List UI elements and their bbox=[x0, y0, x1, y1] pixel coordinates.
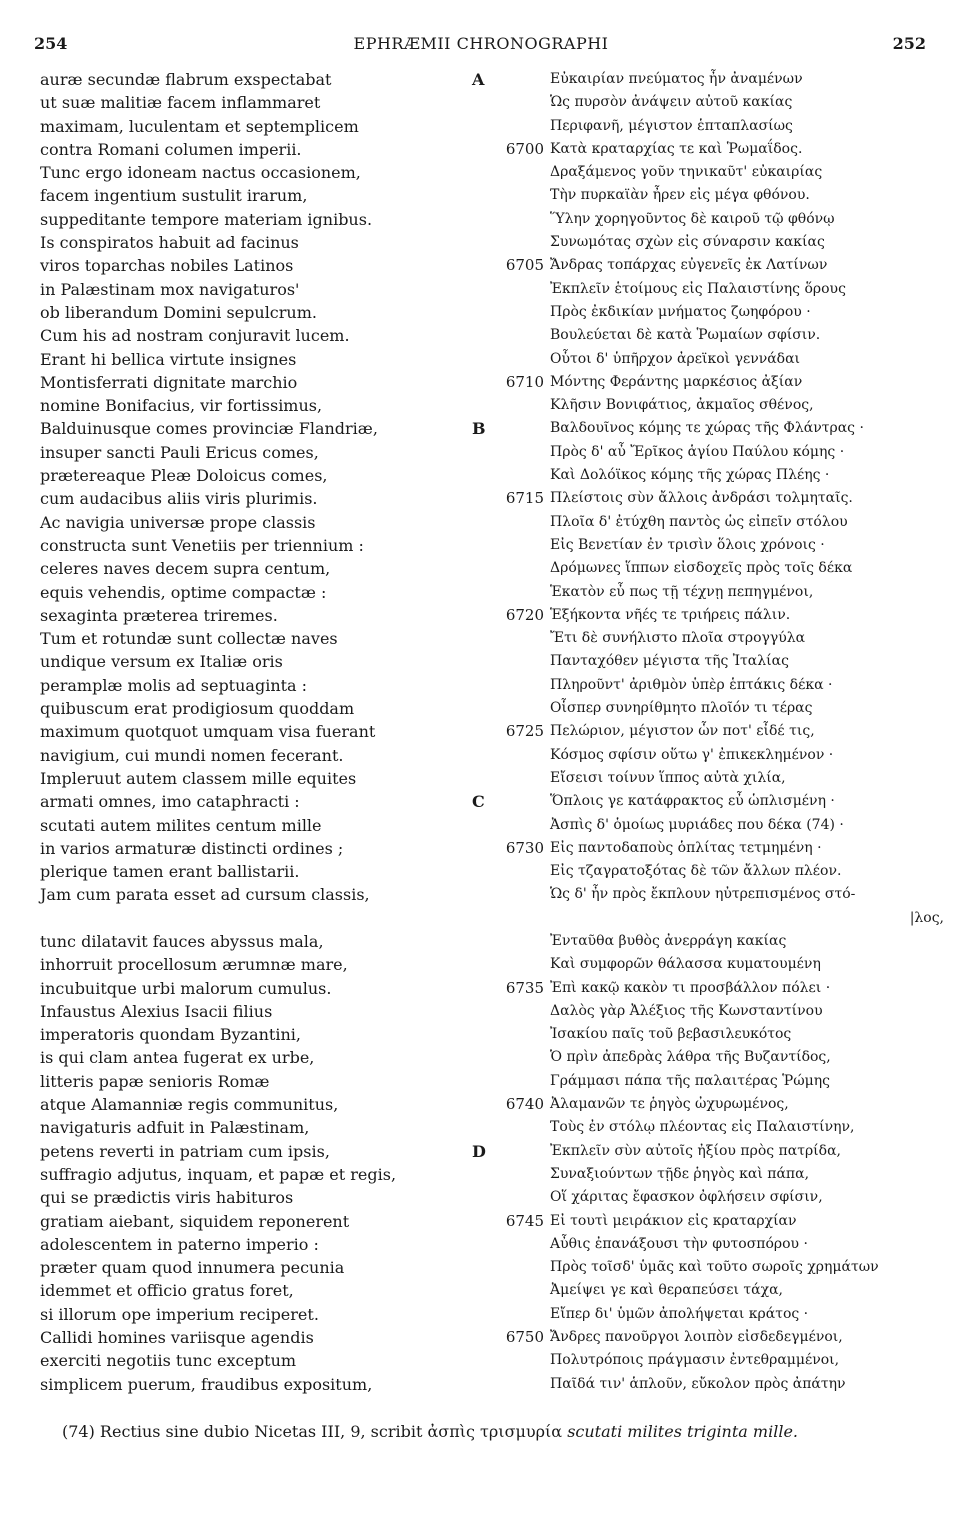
greek-line: Καὶ Δολόϊκος κόμης τῆς χώρας Πλέης · bbox=[550, 467, 830, 484]
latin-line: facem ingentium sustulit irarum, bbox=[40, 186, 308, 206]
line-number: 6715 bbox=[505, 489, 544, 508]
line-number bbox=[492, 814, 544, 837]
latin-line: armati omnes, imo cataphracti : bbox=[40, 792, 300, 812]
greek-line: Πλείστοις σὺν ἄλλοις ἀνδράσι τολμηταῖς. bbox=[550, 490, 853, 507]
line-number bbox=[492, 557, 544, 580]
latin-line: equis vehendis, optime compactæ : bbox=[40, 582, 327, 602]
greek-line: Εἰ τουτὶ μειράκιον εἰς κραταρχίαν bbox=[550, 1212, 797, 1229]
latin-line: Montisferrati dignitate marchio bbox=[40, 372, 298, 392]
line-number bbox=[492, 790, 544, 813]
greek-line: Ἐκπλεῖν ἑτοίμους εἰς Παλαιστίνης ὅρους bbox=[550, 280, 846, 297]
line-number bbox=[492, 697, 544, 720]
running-title: EPHRÆMII CHRONOGRAPHI bbox=[353, 34, 609, 53]
line-number: 6725 bbox=[505, 722, 544, 741]
latin-line: petens reverti in patriam cum ipsis, bbox=[40, 1141, 330, 1161]
latin-line: Tunc ergo idoneam nactus occasionem, bbox=[40, 163, 361, 183]
line-number bbox=[492, 348, 544, 371]
latin-line: suppeditante tempore materiam ignibus. bbox=[40, 209, 373, 229]
greek-line: Ὕλην χορηγοῦντος δὲ καιροῦ τῷ φθόνῳ bbox=[550, 210, 835, 227]
latin-line: tunc dilatavit fauces abyssus mala, bbox=[40, 931, 324, 951]
latin-line: nomine Bonifacius, vir fortissimus, bbox=[40, 396, 323, 416]
greek-line: |λος, bbox=[909, 909, 944, 926]
greek-line: Ἀλαμανῶν τε ῥηγὸς ὠχυρωμένος, bbox=[550, 1096, 789, 1113]
line-number: 6700 bbox=[505, 139, 544, 158]
line-number bbox=[492, 907, 544, 930]
line-number bbox=[492, 767, 544, 790]
line-number bbox=[492, 1256, 544, 1279]
greek-line: Πελώριον, μέγιστον ὧν ποτ' εἶδέ τις, bbox=[550, 723, 815, 740]
greek-line: Δραξάμενος γοῦν τηνικαῦτ' εὐκαιρίας bbox=[550, 164, 823, 181]
greek-column bbox=[550, 68, 950, 1396]
greek-line: Ἀμείψει γε καὶ θεραπεύσει τάχα, bbox=[550, 1282, 784, 1299]
greek-line: Τὴν πυρκαϊὰν ἦρεν εἰς μέγα φθόνου. bbox=[550, 187, 810, 204]
greek-line: Περιφανῆ, μέγιστον ἑπταπλασίως bbox=[550, 117, 793, 134]
latin-line: constructa sunt Venetiis per triennium : bbox=[40, 535, 364, 555]
line-number bbox=[492, 208, 544, 231]
section-marker-d: D bbox=[472, 1141, 486, 1161]
line-number: 6730 bbox=[505, 838, 544, 857]
latin-line: Jam cum parata esset ad cursum classis, bbox=[40, 885, 370, 905]
greek-line: Ὁ πρὶν ἀπεδρὰς λάθρα τῆς Βυζαντίδος, bbox=[550, 1049, 831, 1066]
greek-line: Κλῆσιν Βονιφάτιος, ἀκμαῖος σθένος, bbox=[550, 397, 814, 414]
greek-line: Εἰς παντοδαποὺς ὁπλίτας τετμημένη · bbox=[550, 839, 822, 856]
line-number bbox=[492, 744, 544, 767]
line-number: 6705 bbox=[505, 256, 544, 275]
section-marker-b: B bbox=[472, 419, 486, 439]
line-number bbox=[492, 581, 544, 604]
greek-line: Βαλδουῖνος κόμης τε χώρας τῆς Φλάντρας · bbox=[550, 420, 864, 437]
footnote-text: (74) Rectius sine dubio Nicetas III, 9, scribit ἀσπὶς τρισμυρία bbox=[62, 1422, 563, 1441]
greek-line: Αὖθις ἐπανάξουσι τὴν φυτοσπόρου · bbox=[550, 1235, 808, 1252]
line-number bbox=[492, 1163, 544, 1186]
latin-line: Tum et rotundæ sunt collectæ naves bbox=[40, 629, 338, 649]
latin-line: celeres naves decem supra centum, bbox=[40, 559, 331, 579]
latin-line: undique versum ex Italiæ oris bbox=[40, 652, 283, 672]
latin-line: litteris papæ senioris Romæ bbox=[40, 1071, 270, 1091]
greek-line: Ἄνδρες πανοῦργοι λοιπὸν εἰσδεδεγμένοι, bbox=[550, 1329, 843, 1346]
latin-line: cum audacibus aliis viris plurimis. bbox=[40, 489, 318, 509]
line-number bbox=[492, 674, 544, 697]
line-number bbox=[492, 627, 544, 650]
latin-line: auræ secundæ flabrum exspectabat bbox=[40, 70, 332, 89]
latin-line: suffragio adjutus, inquam, et papæ et regis, bbox=[40, 1164, 397, 1184]
latin-line: qui se prædictis viris habituros bbox=[40, 1188, 294, 1208]
latin-line: contra Romani columen imperii. bbox=[40, 139, 302, 159]
line-number bbox=[492, 1303, 544, 1326]
greek-line: Εἴσεισι τοίνυν ἵππος αὐτὰ χιλία, bbox=[550, 769, 786, 786]
latin-line: navigaturis adfuit in Palæstinam, bbox=[40, 1118, 310, 1138]
page-header bbox=[0, 34, 962, 58]
line-number bbox=[492, 511, 544, 534]
line-number: 6735 bbox=[505, 978, 544, 997]
greek-line: Εἰς Βενετίαν ἐν τρισὶν ὅλοις χρόνοις · bbox=[550, 536, 825, 553]
footnote-italic: scutati milites triginta mille. bbox=[567, 1422, 798, 1441]
greek-line: Ἀσπὶς δ' ὁμοίως μυριάδες που δέκα (74) · bbox=[550, 816, 844, 833]
greek-line: Οἵ χάριτας ἔφασκον ὀφλήσειν σφίσιν, bbox=[550, 1189, 823, 1206]
latin-line: maximam, luculentam et septemplicem bbox=[40, 116, 359, 136]
line-number bbox=[492, 68, 544, 91]
greek-line: Ὡς δ' ἦν πρὸς ἔκπλουν ηὐτρεπισμένος στό- bbox=[550, 886, 856, 903]
latin-line: Ac navigia universæ prope classis bbox=[40, 512, 316, 532]
latin-line: gratiam aiebant, siquidem reponerent bbox=[40, 1211, 350, 1231]
line-number: 6710 bbox=[505, 372, 544, 391]
footnote bbox=[62, 1422, 942, 1441]
greek-line: Εἴπερ δι' ὑμῶν ἀπολήψεται κράτος · bbox=[550, 1305, 809, 1322]
latin-line: ob liberandum Domini sepulcrum. bbox=[40, 302, 317, 322]
greek-line: Πανταχόθεν μέγιστα τῆς Ἰταλίας bbox=[550, 653, 789, 670]
greek-line: Πρὸς δ' αὖ Ἔρῖκος ἁγίου Παύλου κόμης · bbox=[550, 443, 845, 460]
latin-line: Balduinusque comes provinciæ Flandriæ, bbox=[40, 419, 378, 439]
line-number bbox=[492, 441, 544, 464]
greek-line: Οἷσπερ συνηρίθμητο πλοῖόν τι τέρας bbox=[550, 700, 813, 717]
line-number bbox=[492, 394, 544, 417]
page-number-left: 254 bbox=[34, 34, 68, 53]
line-number bbox=[492, 1046, 544, 1069]
line-number bbox=[492, 860, 544, 883]
line-number bbox=[492, 417, 544, 440]
line-number bbox=[492, 115, 544, 138]
latin-line: atque Alamanniæ regis communitus, bbox=[40, 1095, 339, 1115]
latin-line: Erant hi bellica virtute insignes bbox=[40, 349, 297, 369]
line-number bbox=[492, 1070, 544, 1093]
greek-line: Ἑκατὸν εὖ πως τῇ τέχνῃ πεπηγμένοι, bbox=[550, 583, 814, 600]
greek-line: Δρόμωνες ἵππων εἰσδοχεῖς πρὸς τοῖς δέκα bbox=[550, 560, 853, 577]
latin-line: insuper sancti Pauli Ericus comes, bbox=[40, 442, 319, 462]
greek-line: Βουλεύεται δὲ κατὰ Ῥωμαίων σφίσιν. bbox=[550, 327, 821, 344]
latin-line: exerciti negotiis tunc exceptum bbox=[40, 1351, 297, 1371]
latin-line: scutati autem milites centum mille bbox=[40, 815, 322, 835]
greek-line: Ἰσακίου παῖς τοῦ βεβασιλευκότος bbox=[550, 1026, 792, 1043]
latin-line: præter quam quod innumera pecunia bbox=[40, 1258, 345, 1278]
latin-line: Impleruut autem classem mille equites bbox=[40, 768, 357, 788]
greek-line: Καὶ συμφορῶν θάλασσα κυματουμένη bbox=[550, 956, 821, 973]
greek-line: Παῖδά τιν' ἁπλοῦν, εὔκολον πρὸς ἀπάτην bbox=[550, 1375, 846, 1392]
greek-line: Πρὸς τοῖσδ' ὑμᾶς καὶ τοῦτο σωροῖς χρημάτων bbox=[550, 1259, 879, 1276]
line-number bbox=[492, 534, 544, 557]
line-number bbox=[492, 1140, 544, 1163]
line-number bbox=[492, 1116, 544, 1139]
greek-line: Ἐπὶ κακῷ κακὸν τι προσβάλλον πόλει · bbox=[550, 979, 831, 996]
line-number bbox=[492, 1279, 544, 1302]
greek-line: Εὐκαιρίαν πνεύματος ἦν ἀναμένων bbox=[550, 71, 803, 87]
greek-line: Κόσμος σφίσιν οὕτω γ' ἐπικεκλημένον · bbox=[550, 746, 834, 763]
line-number bbox=[492, 464, 544, 487]
line-number: 6745 bbox=[505, 1211, 544, 1230]
latin-line: Callidi homines variisque agendis bbox=[40, 1328, 314, 1348]
greek-line: Πρὸς ἐκδικίαν μνήματος ζωηφόρου · bbox=[550, 303, 811, 320]
line-number bbox=[492, 1233, 544, 1256]
greek-line: Πολυτρόποις πράγμασιν ἐντεθραμμένοι, bbox=[550, 1352, 840, 1369]
line-number bbox=[492, 324, 544, 347]
latin-line: plerique tamen erant ballistarii. bbox=[40, 862, 300, 882]
line-number bbox=[492, 883, 544, 906]
line-number bbox=[492, 953, 544, 976]
latin-line: in Palæstinam mox navigaturos' bbox=[40, 279, 300, 299]
greek-line: Συναξιούντων τῇδε ῥηγὸς καὶ πάπα, bbox=[550, 1165, 810, 1182]
greek-line: Ὡς πυρσὸν ἀνάψειν αὐτοῦ κακίας bbox=[550, 94, 793, 111]
line-number bbox=[492, 161, 544, 184]
line-number: 6750 bbox=[505, 1328, 544, 1347]
line-number bbox=[492, 1023, 544, 1046]
latin-line: in varios armaturæ distincti ordines ; bbox=[40, 838, 344, 858]
greek-line: Πληροῦντ' ἀριθμὸν ὑπὲρ ἑπτάκις δέκα · bbox=[550, 676, 833, 693]
line-number bbox=[492, 91, 544, 114]
line-number bbox=[492, 1000, 544, 1023]
latin-line: Cum his ad nostram conjuravit lucem. bbox=[40, 326, 350, 346]
section-marker-a: A bbox=[472, 70, 485, 89]
line-number bbox=[492, 650, 544, 673]
latin-line: si illorum ope imperium reciperet. bbox=[40, 1304, 319, 1324]
line-number bbox=[492, 184, 544, 207]
greek-line: Πλοῖα δ' ἐτύχθη παντὸς ὡς εἰπεῖν στόλου bbox=[550, 513, 848, 530]
line-number bbox=[492, 301, 544, 324]
line-number bbox=[492, 231, 544, 254]
latin-line: Infaustus Alexius Isacii filius bbox=[40, 1001, 273, 1021]
page-number-right: 252 bbox=[892, 34, 926, 53]
line-number: 6740 bbox=[505, 1095, 544, 1114]
line-number bbox=[492, 278, 544, 301]
greek-line: Οὗτοι δ' ὑπῆρχον ἀρεϊκοὶ γεννάδαι bbox=[550, 350, 801, 367]
greek-line: Ἐκπλεῖν σὺν αὐτοῖς ἠξίου πρὸς πατρίδα, bbox=[550, 1142, 841, 1159]
latin-line: simplicem puerum, fraudibus expositum, bbox=[40, 1374, 373, 1394]
latin-line: idemmet et officio gratus foret, bbox=[40, 1281, 294, 1301]
latin-line: prætereaque Pleæ Doloicus comes, bbox=[40, 466, 328, 486]
section-marker-c: C bbox=[472, 792, 485, 812]
greek-line: Ἐνταῦθα βυθὸς ἀνερράγη κακίας bbox=[550, 932, 787, 949]
line-number: 6720 bbox=[505, 605, 544, 624]
latin-column bbox=[40, 68, 470, 1396]
greek-line: Τοὺς ἐν στόλῳ πλέοντας εἰς Παλαιστίνην, bbox=[550, 1119, 855, 1136]
latin-line: sexaginta præterea triremes. bbox=[40, 605, 278, 625]
line-number bbox=[492, 1186, 544, 1209]
latin-line: peramplæ molis ad septuaginta : bbox=[40, 675, 308, 695]
line-number bbox=[492, 1373, 544, 1396]
line-number-column bbox=[492, 68, 544, 1396]
greek-line: Εἰς τζαγρατοξότας δὲ τῶν ἄλλων πλέον. bbox=[550, 863, 842, 880]
greek-line: Ἑξήκοντα νῆές τε τριήρεις πάλιν. bbox=[550, 606, 791, 623]
latin-line: adolescentem in paterno imperio : bbox=[40, 1234, 319, 1254]
greek-line: Ὅπλοις γε κατάφρακτος εὖ ὡπλισμένη · bbox=[550, 793, 835, 810]
latin-line: imperatoris quondam Byzantini, bbox=[40, 1025, 301, 1045]
greek-line: Ἄνδρας τοπάρχας εὐγενεῖς ἐκ Λατίνων bbox=[550, 257, 828, 274]
greek-line: Ἔτι δὲ συνήλιστο πλοῖα στρογγύλα bbox=[550, 630, 806, 647]
latin-line: ut suæ malitiæ facem inflammaret bbox=[40, 93, 321, 113]
latin-line: maximum quotquot umquam visa fuerant bbox=[40, 722, 376, 742]
greek-line: Μόντης Φεράντης μαρκέσιος ἀξίαν bbox=[550, 373, 803, 390]
latin-line: inhorruit procellosum ærumnæ mare, bbox=[40, 955, 348, 975]
latin-line bbox=[40, 907, 470, 930]
latin-line: is qui clam antea fugerat ex urbe, bbox=[40, 1048, 315, 1068]
line-number bbox=[492, 1349, 544, 1372]
greek-line: Γράμμασι πάπα τῆς παλαιτέρας Ῥώμης bbox=[550, 1072, 830, 1089]
greek-line: Δαλὸς γὰρ Ἀλέξιος τῆς Κωνσταντίνου bbox=[550, 1002, 823, 1019]
latin-line: viros toparchas nobiles Latinos bbox=[40, 256, 294, 276]
greek-line: Συνωμότας σχὼν εἰς σύναρσιν κακίας bbox=[550, 234, 825, 251]
latin-line: quibuscum erat prodigiosum quoddam bbox=[40, 699, 355, 719]
latin-line: navigium, cui mundi nomen fecerant. bbox=[40, 745, 344, 765]
line-number bbox=[492, 930, 544, 953]
latin-line: incubuitque urbi malorum cumulus. bbox=[40, 978, 332, 998]
greek-line: Κατὰ κραταρχίας τε καὶ Ῥωμαΐδος. bbox=[550, 140, 803, 157]
latin-line: Is conspiratos habuit ad facinus bbox=[40, 233, 299, 253]
